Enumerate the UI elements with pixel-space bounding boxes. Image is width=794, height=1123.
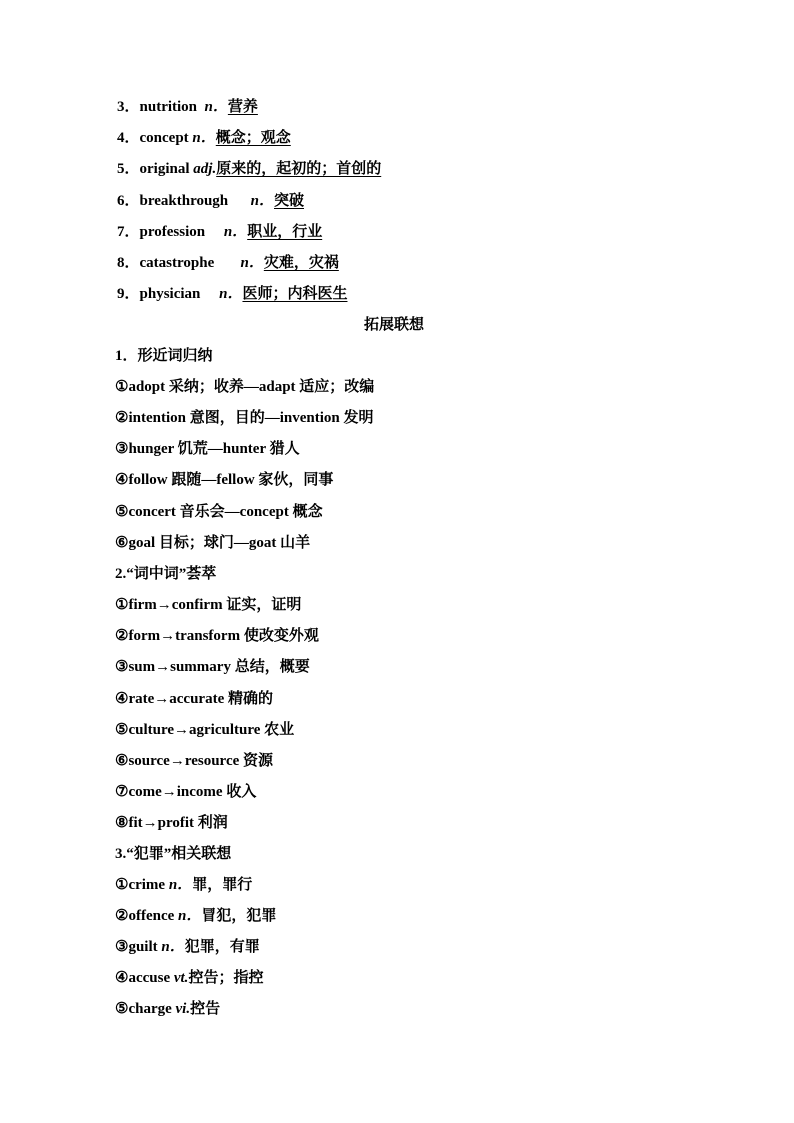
item-pos: n．: [168, 877, 193, 893]
list-item: ⑤concert 音乐会—concept 概念: [115, 504, 323, 520]
vocab-number: 7．: [117, 224, 140, 240]
vocab-number: 3．: [117, 99, 140, 115]
vocab-line: [117, 283, 347, 305]
group-title: 3.“犯罪”相关联想: [115, 846, 232, 862]
list-item: ③hunger 饥荒—hunter 猎人: [115, 441, 300, 457]
vocab-pos: n．: [250, 193, 274, 209]
item-meaning: 犯罪，有罪: [184, 939, 260, 955]
list-item: [115, 936, 260, 958]
vocab-meaning: 营养: [227, 99, 258, 115]
list-item: ④rate→accurate 精确的: [115, 691, 273, 707]
vocab-number: 5．: [117, 161, 140, 177]
vocab-line: [117, 127, 291, 149]
vocab-line: [117, 221, 322, 243]
vocab-word: nutrition: [139, 99, 198, 115]
item-meaning: 罪，罪行: [192, 877, 253, 893]
vocab-line: [117, 252, 339, 274]
vocab-meaning: 职业，行业: [247, 224, 323, 240]
group-title: 1．形近词归纳: [115, 348, 213, 364]
list-item: ②intention 意图，目的—invention 发明: [115, 410, 374, 426]
list-item: ④follow 跟随—fellow 家伙，同事: [115, 472, 334, 488]
list-item: ⑥goal 目标；球门—goat 山羊: [115, 535, 311, 551]
item-lead: ②offence: [115, 908, 175, 924]
vocab-pos: n．: [204, 99, 228, 115]
vocab-meaning: 概念；观念: [215, 130, 291, 146]
vocab-pos: n．: [240, 255, 264, 271]
item-meaning: 控告；指控: [188, 970, 264, 986]
vocab-word: profession: [139, 224, 206, 240]
item-lead: ③guilt: [115, 939, 158, 955]
item-pos: vt.: [173, 970, 189, 986]
list-item: ③sum→summary 总结，概要: [115, 659, 310, 675]
vocab-number: 4．: [117, 130, 140, 146]
list-item: ⑧fit→profit 利润: [115, 815, 228, 831]
list-item: [115, 874, 252, 896]
vocab-word: breakthrough: [139, 193, 229, 209]
list-item: ①adopt 采纳；收养—adapt 适应；改编: [115, 379, 375, 395]
vocab-line: [117, 158, 381, 180]
item-pos: n．: [161, 939, 185, 955]
vocab-pos: n．: [192, 130, 216, 146]
vocab-pos: n．: [219, 286, 243, 302]
vocab-meaning: 医师；内科医生: [242, 286, 348, 302]
item-meaning: 冒犯，犯罪: [201, 908, 277, 924]
item-meaning: 控告: [190, 1001, 221, 1017]
item-pos: n．: [178, 908, 202, 924]
vocab-meaning: 突破: [274, 193, 305, 209]
vocab-word: original: [139, 161, 190, 177]
group-title: 2.“词中词”荟萃: [115, 566, 217, 582]
list-item: ①firm→confirm 证实，证明: [115, 597, 302, 613]
item-pos: vi.: [175, 1001, 191, 1017]
vocab-word: physician: [139, 286, 201, 302]
vocab-number: 6．: [117, 193, 140, 209]
list-item: ⑥source→resource 资源: [115, 753, 274, 769]
section-title: 拓展联想: [364, 317, 425, 333]
list-item: [115, 905, 276, 927]
vocab-word: catastrophe: [139, 255, 215, 271]
item-lead: ④accuse: [115, 970, 171, 986]
list-item: ⑦come→income 收入: [115, 784, 257, 800]
vocab-number: 8．: [117, 255, 140, 271]
list-item: ⑤culture→agriculture 农业: [115, 722, 295, 738]
item-lead: ⑤charge: [115, 1001, 172, 1017]
item-lead: ①crime: [115, 877, 166, 893]
vocab-meaning: 原来的，起初的；首创的: [216, 161, 382, 177]
vocab-meaning: 灾难，灾祸: [263, 255, 339, 271]
vocab-pos: n．: [223, 224, 248, 240]
list-item: ②form→transform 使改变外观: [115, 628, 319, 644]
vocab-line: [117, 96, 258, 118]
list-item: [115, 998, 220, 1020]
vocab-number: 9．: [117, 286, 140, 302]
vocab-line: [117, 190, 304, 212]
vocab-word: concept: [139, 130, 189, 146]
list-item: [115, 967, 263, 989]
vocab-pos: adj.: [193, 161, 217, 177]
